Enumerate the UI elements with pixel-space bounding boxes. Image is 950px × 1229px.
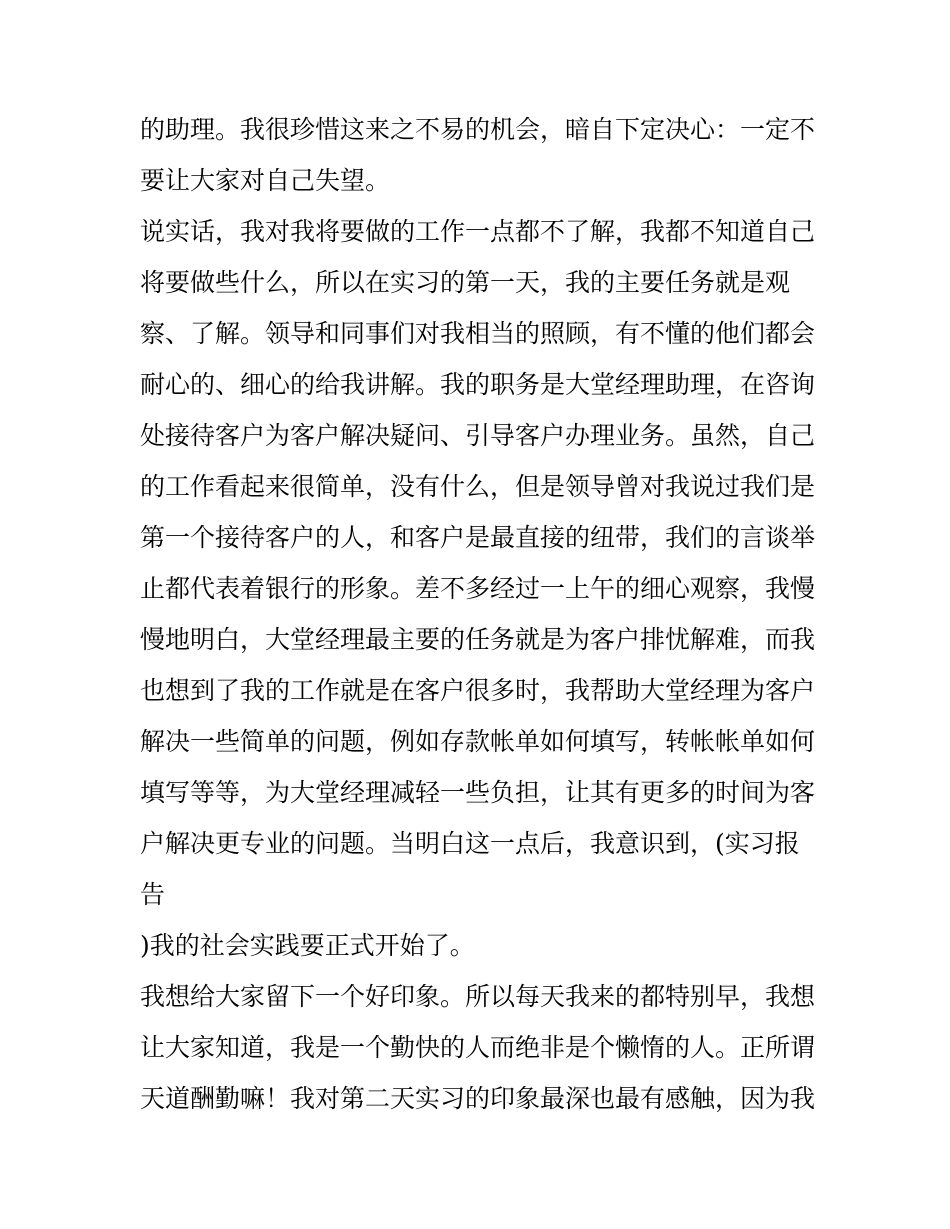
text-line-4: 将要做些什么，所以在实习的第一天，我的主要任务就是观 xyxy=(140,268,791,297)
text-line-19: 让大家知道，我是一个勤快的人而绝非是个懒惰的人。正所谓 xyxy=(140,1033,816,1062)
body-text xyxy=(140,104,820,1124)
text-line-13: 解决一些简单的问题，例如存款帐单如何填写，转帐帐单如何 xyxy=(140,727,816,756)
text-line-7: 处接待客户为客户解决疑问、引导客户办理业务。虽然，自己 xyxy=(140,421,816,450)
text-line-1: 的助理。我很珍惜这来之不易的机会，暗自下定决心：一定不 xyxy=(140,115,816,144)
text-line-6: 耐心的、细心的给我讲解。我的职务是大堂经理助理，在咨询 xyxy=(140,370,816,399)
text-line-5: 察、了解。领导和同事们对我相当的照顾，有不懂的他们都会 xyxy=(140,319,816,348)
text-line-16: 告 xyxy=(140,880,166,909)
text-line-11: 慢地明白，大堂经理最主要的任务就是为客户排忧解难，而我 xyxy=(140,625,816,654)
text-line-2: 要让大家对自己失望。 xyxy=(140,166,391,195)
text-line-8: 的工作看起来很简单，没有什么，但是领导曾对我说过我们是 xyxy=(140,472,816,501)
text-line-20: 天道酬勤嘛！我对第二天实习的印象最深也最有感触，因为我 xyxy=(140,1084,816,1113)
text-line-18: 我想给大家留下一个好印象。所以每天我来的都特别早，我想 xyxy=(140,982,816,1011)
text-line-14: 填写等等，为大堂经理减轻一些负担，让其有更多的时间为客 xyxy=(140,778,816,807)
text-line-10: 止都代表着银行的形象。差不多经过一上午的细心观察，我慢 xyxy=(140,574,816,603)
text-line-9: 第一个接待客户的人，和客户是最直接的纽带，我们的言谈举 xyxy=(140,523,816,552)
text-line-17: )我的社会实践要正式开始了。 xyxy=(140,931,475,960)
text-line-12: 也想到了我的工作就是在客户很多时，我帮助大堂经理为客户 xyxy=(140,676,816,705)
text-line-15: 户解决更专业的问题。当明白这一点后，我意识到，(实习报 xyxy=(140,829,800,858)
text-line-3: 说实话，我对我将要做的工作一点都不了解，我都不知道自己 xyxy=(140,217,816,246)
